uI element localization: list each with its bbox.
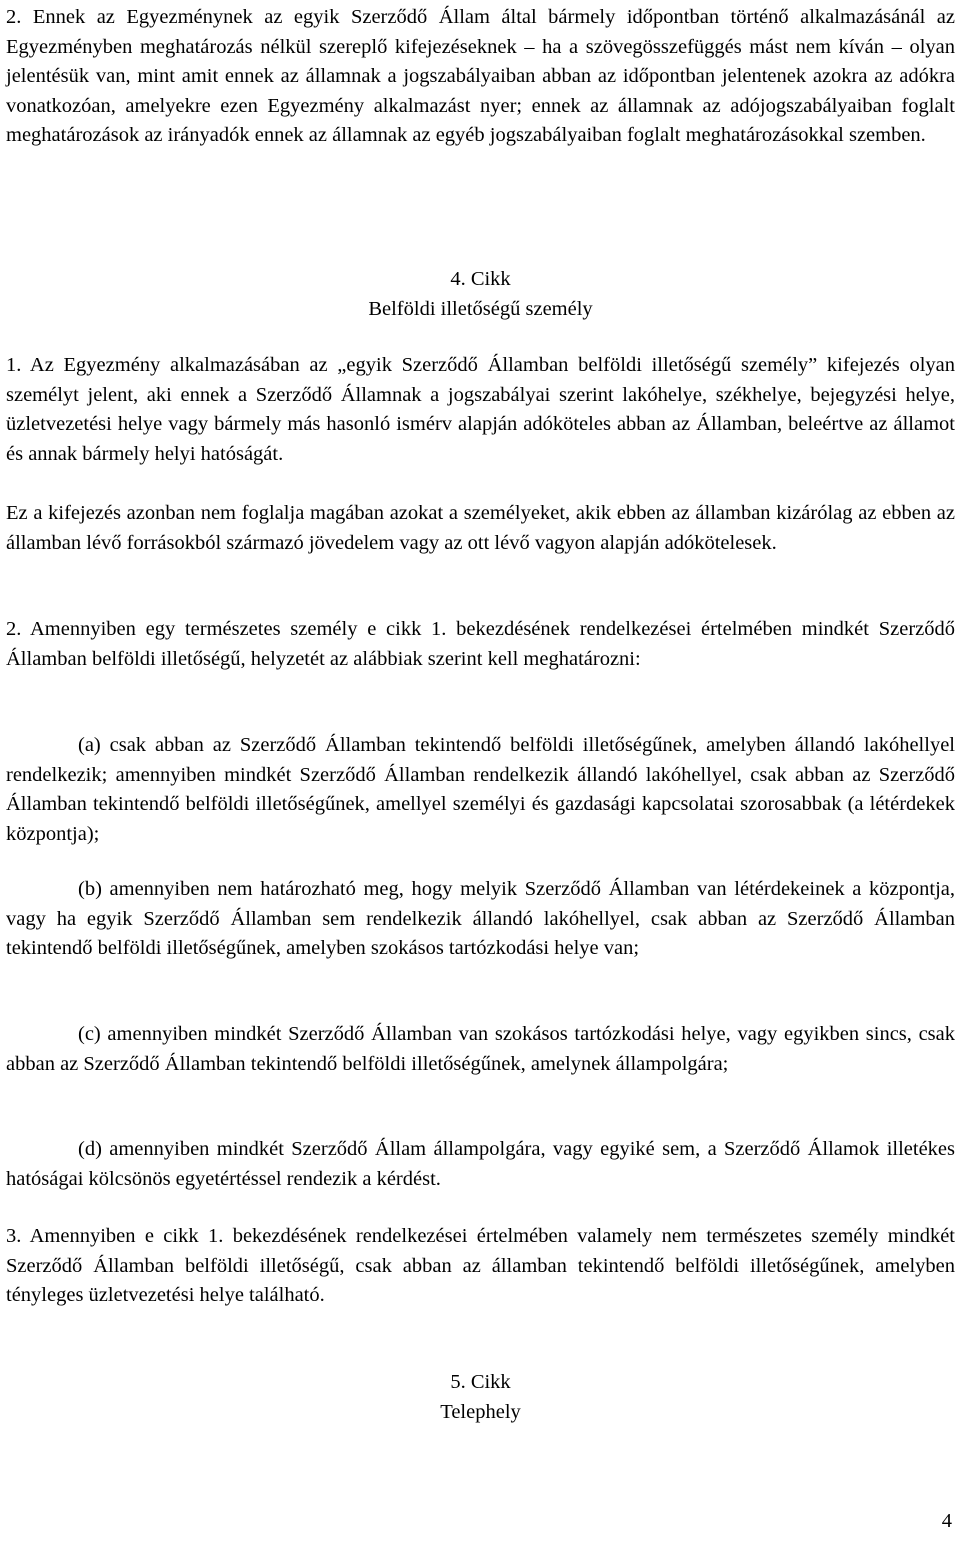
paragraph-art4-1-b: Ez a kifejezés azonban nem foglalja magában azokat a személyeket, akik ebben az államban kizárólag az ebben az államban lévő forrásokból származó jövedelem vagy az ott lévő vagyon alapján adókötelesek.: [6, 502, 955, 554]
paragraph-art4-2-a: (a) csak abban az Szerződő Államban tekintendő belföldi illetőségűnek, amelyben állandó lakóhellyel rendelkezik; amennyiben mindkét Szerződő Államban rendelkezik állandó lakóhellyel, csak abban az Szerződő Államban tekintendő belföldi illetőségűnek, amellyel személyi és gazdasági kapcsolatai szorosabbak (a létérdekek központja);: [6, 734, 955, 845]
paragraph-art4-2: 2. Amennyiben egy természetes személy e cikk 1. bekezdésének rendelkezései értelmében mindkét Szerződő Államban belföldi illetőségű, helyzetét az alábbiak szerint kell meghatározni:: [6, 618, 955, 670]
article-5-number: 5. Cikk: [450, 1371, 511, 1393]
paragraph-art4-3: 3. Amennyiben e cikk 1. bekezdésének rendelkezései értelmében valamely nem természetes személy mindkét Szerződő Államban belföldi illetőségű, csak abban az államban tekintendő belföldi illetőségűnek, amelyben tényleges üzletvezetési helye található.: [6, 1225, 955, 1307]
article-5-title: Telephely: [440, 1401, 521, 1423]
paragraph-art3-2: 2. Ennek az Egyezménynek az egyik Szerződő Állam által bármely időpontban történő alkalmazásánál az Egyezményben meghatározás nélkül szereplő kifejezéseknek – ha a szövegösszefüggés mást nem kíván – olyan jelentésük van, mint amit ennek az államnak a jogszabályaiban abban az időpontban jelentenek azokra az adókra vonatkozóan, amelyekre ezen Egyezmény alkalmazást nyer; ennek az államnak az adójogszabályaiban foglalt meghatározások az irányadók ennek az államnak az egyéb jogszabályaiban foglalt meghatározásokkal szemben.: [6, 6, 955, 147]
paragraph-art4-2-b: (b) amennyiben nem határozható meg, hogy melyik Szerződő Államban van létérdekeinek a központja, vagy ha egyik Szerződő Államban sem rendelkezik állandó lakóhellyel, csak abban az Szerződő Államban tekintendő belföldi illetőségűnek, amelyben szokásos tartózkodási helye van;: [6, 878, 955, 960]
page-number: 4: [941, 1510, 952, 1532]
paragraph-art4-2-d: (d) amennyiben mindkét Szerződő Állam állampolgára, vagy egyiké sem, a Szerződő Államok illetékes hatóságai kölcsönös egyetértéssel rendezik a kérdést.: [6, 1138, 955, 1190]
article-5-heading: [6, 1367, 955, 1427]
article-4-number: 4. Cikk: [450, 268, 511, 290]
article-4-title: Belföldi illetőségű személy: [368, 298, 593, 320]
paragraph-art4-2-c: (c) amennyiben mindkét Szerződő Államban van szokásos tartózkodási helye, vagy egyikben sincs, csak abban az Szerződő Államban tekintendő belföldi illetőségűnek, amelynek állampolgára;: [6, 1023, 955, 1075]
article-4-heading: [6, 264, 955, 324]
paragraph-art4-1: 1. Az Egyezmény alkalmazásában az „egyik Szerződő Államban belföldi illetőségű személy” kifejezés olyan személyt jelent, aki ennek a Szerződő Államnak a jogszabályai szerint lakóhelye, székhelye, bejegyzési helye, üzletvezetési helye vagy bármely más hasonló ismérv alapján adóköteles abban az Államban, beleértve az államot és annak bármely helyi hatóságát.: [6, 354, 955, 465]
